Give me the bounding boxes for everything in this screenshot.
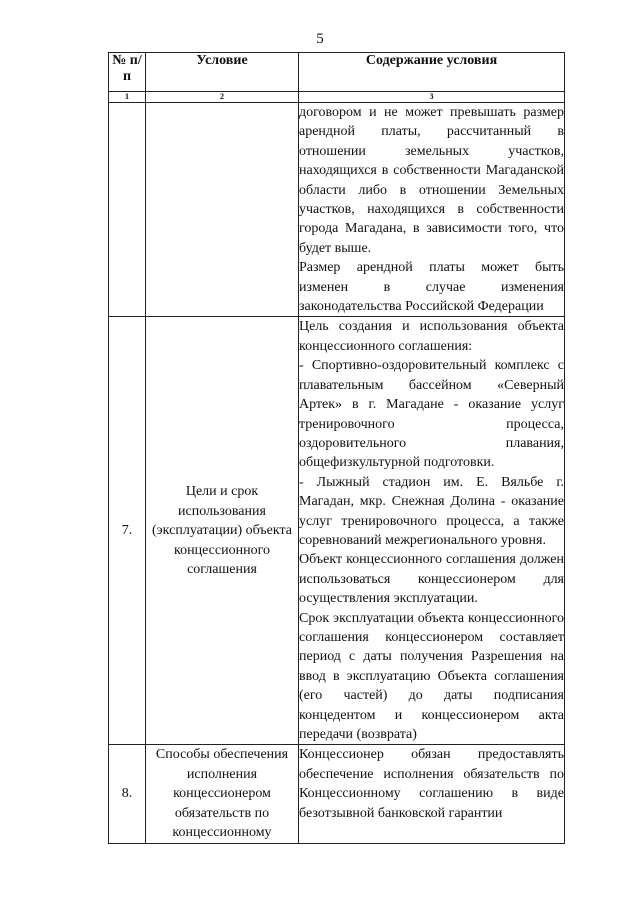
- content-paragraph: Срок эксплуатации объекта концессионного соглашения концессионером составляет период с даты получения Разрешения на ввод в эксплуатацию Объекта соглашения (его частей) до даты подписания концедентом и концессионером акта передачи (возврата): [299, 610, 564, 742]
- table-row: [109, 103, 565, 317]
- page-number: 5: [316, 31, 324, 47]
- content-paragraph: Цель создания и использования объекта концессионного соглашения:: [299, 319, 564, 354]
- column-index-1: 1: [109, 92, 146, 103]
- content-paragraph: - Лыжный стадион им. Е. Вяльбе г. Магадан, мкр. Снежная Долина - оказание услуг тренировочного процесса, а также соревнований межрегионального уровня.: [299, 474, 564, 548]
- row-number: [109, 103, 146, 317]
- content-paragraph: Размер арендной платы может быть изменен в случае изменения законодательства Российской Федерации: [299, 260, 564, 315]
- column-index-row: [109, 92, 565, 103]
- column-index-2: 2: [146, 92, 299, 103]
- row-number: 8.: [109, 745, 146, 844]
- conditions-table: [108, 52, 565, 844]
- content-paragraph: Объект концессионного соглашения должен использоваться концессионером для осуществления эксплуатации.: [299, 552, 564, 607]
- header-condition: Условие: [146, 53, 299, 92]
- row-content: [299, 745, 565, 844]
- row-content: [299, 103, 565, 317]
- table-row: [109, 745, 565, 844]
- row-number: 7.: [109, 317, 146, 745]
- table-header-row: [109, 53, 565, 92]
- row-condition: [146, 103, 299, 317]
- header-content: Содержание условия: [299, 53, 565, 92]
- header-number: № п/п: [109, 53, 146, 92]
- table-row: [109, 317, 565, 745]
- content-paragraph: Концессионер обязан предоставлять обеспечение исполнения обязательств по Концессионному соглашению в виде безотзывной банковской гарантии: [299, 747, 564, 821]
- content-paragraph: договором и не может превышать размер арендной платы, рассчитанный в отношении земельных участков, находящихся в собственности Магаданской области либо в отношении Земельных участков, находящихся в собственности города Магадана, в зависимости того, что будет выше.: [299, 105, 564, 256]
- content-paragraph: - Спортивно-оздоровительный комплекс с плавательным бассейном «Северный Артек» в г. Магадане - оказание услуг тренировочного процесса, оздоровительного плавания, общефизкультурной подготовки.: [299, 358, 564, 471]
- row-content: [299, 317, 565, 745]
- row-condition: Цели и срок использования (эксплуатации) объекта концессионного соглашения: [146, 317, 299, 745]
- row-condition: Способы обеспечения исполнения концессионером обязательств по концессионному: [146, 745, 299, 844]
- column-index-3: 3: [299, 92, 565, 103]
